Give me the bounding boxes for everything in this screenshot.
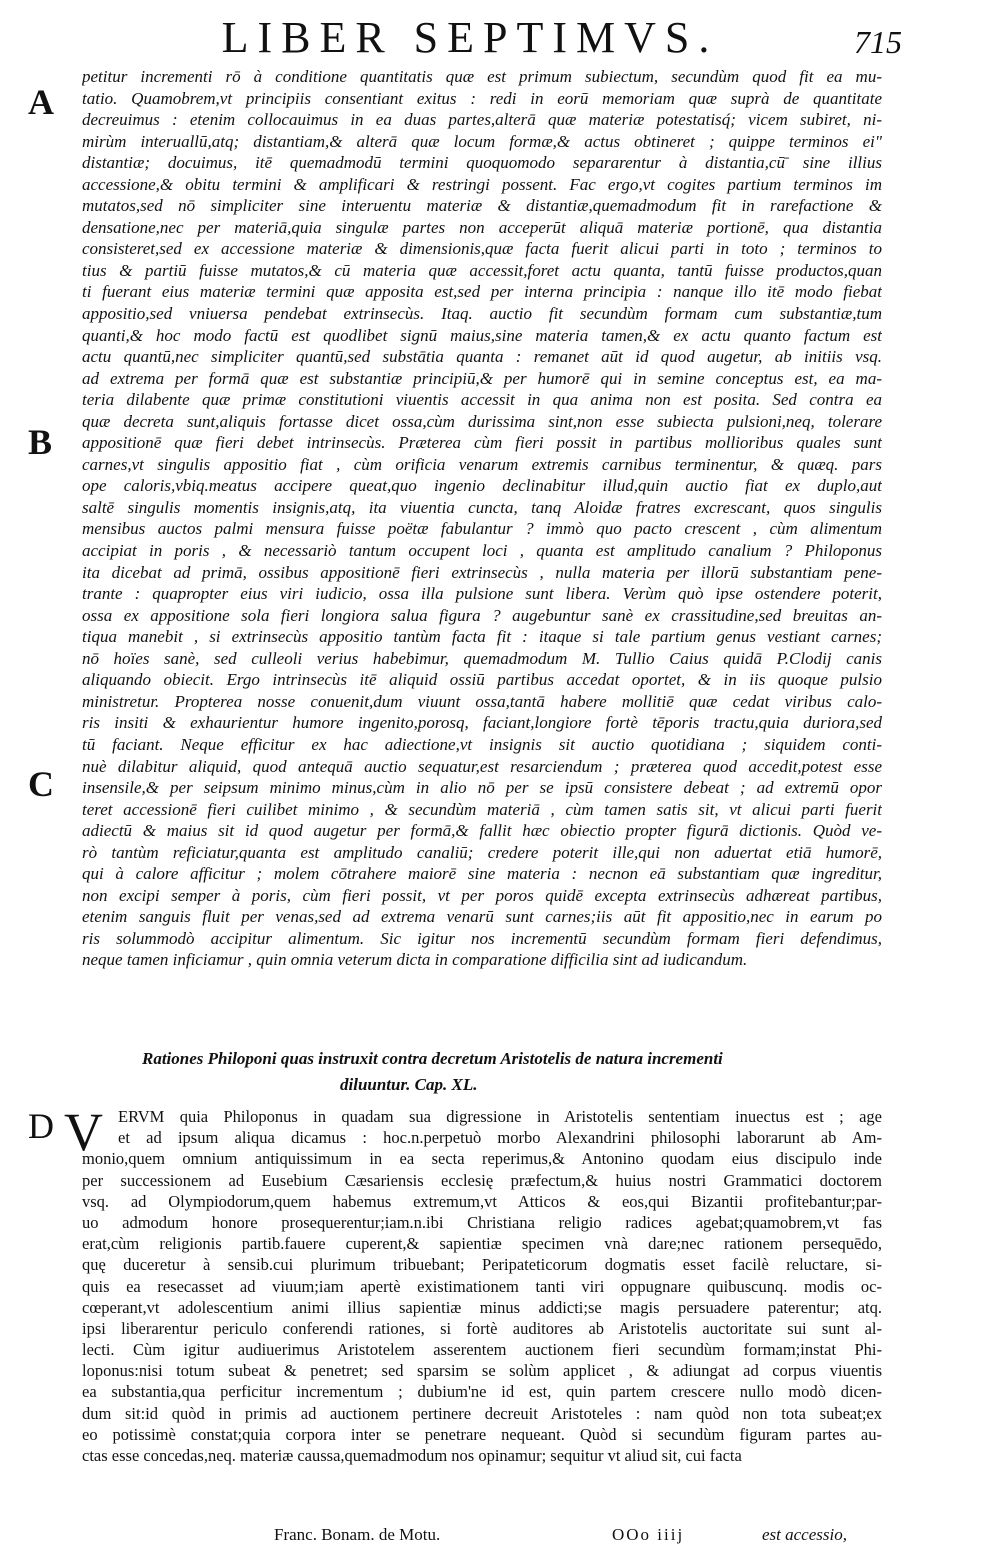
text-line: loponus:nisi totum subeat & penetret; sed sparsim se solùm applicet , & adiungat ad corpus viuentis: [82, 1361, 882, 1381]
text-line: non excipi semper à poris, cùm fieri possit, vt per poros quidē excepta extrinsecùs adhæreat partibus,: [82, 885, 882, 905]
text-line: dum sit:id quòd in primis ad auctionem pertinere decreuit Aristoteles : nam quòd non tota subeat;ex: [82, 1403, 882, 1423]
chapter-heading-line-1: Rationes Philoponi quas instruxit contra decretum Aristotelis de natura incrementi: [142, 1049, 723, 1068]
text-line: accipiat in poris , & necessariò tantum occupent loci , quanta est amplitudo canalium ? Philoponus: [82, 541, 882, 561]
text-line: ita dicebat ad primā, ossibus appositionē fieri extrinsecùs , nulla materia per illorū substantiam pene-: [82, 562, 882, 582]
text-line: uo admodum honore prosequerentur;iam.n.ibi Christiana religio radices agebat;quamobrem,vt fas: [82, 1212, 882, 1232]
text-line: teria dilabente quæ primæ constitutioni viuentis accessit in qua anima non est posita. Sed contra ea: [82, 390, 882, 410]
text-line: ministretur. Propterea nosse conuenit,dum viuunt ossa,tantā habere mollitiē quæ cedat viribus calo-: [82, 691, 882, 711]
text-line: quis ea resecasset ad viuum;iam apertè existimationem tanti viri oppugnare quibuscunq. modis oc-: [82, 1276, 882, 1296]
text-line: quanti,& hoc modo factū est quodlibet signū maius,sine materia tamen,& ex actu quanto factum est: [82, 325, 882, 345]
text-line: nuè dilabitur aliquid, quod antequā auctio sequatur,est resarciendum ; præterea quod accedit,potest esse: [82, 756, 882, 776]
paragraph-2: [82, 1106, 882, 1466]
text-line: tius & partiū fuisse mutatos,& cū materia quæ accessit,foret actu quanta, tantū fuisse productos,quan: [82, 260, 882, 280]
text-line: tū faciant. Neque efficitur ex hac adiectione,vt insignis sit auctio quotidiana ; siquidem conti-: [82, 734, 882, 754]
text-line: insensile,& per seipsum minimo minus,cùm in alio nō per se ipsū consistere debeat ; ad extremū opor: [82, 778, 882, 798]
text-line: ris insiti & exhaurientur humore ingenito,porosq, faciant,longiore fortè tēporis tractu,quia duriora,sed: [82, 713, 882, 733]
margin-marker-a: A: [28, 82, 54, 122]
text-line: etenim sanguis fluit per venas,sed ad extrema venarū sunt carnes;iis aūt fit appositio,nec in earum po: [82, 907, 882, 927]
text-line: quæ decreta sunt,aliquis fortasse dicet ossa,cùm durissima sint,non esse subiecta pulsioni,neq, tolerare: [82, 411, 882, 431]
signature-mark: OOo iiij: [612, 1525, 685, 1544]
margin-marker-d: D: [28, 1106, 54, 1146]
text-line: aliquando obiecit. Ergo intrinsecùs itē aliquid ossiū partibus accedat oportet, & in iis quoque pulsio: [82, 670, 882, 690]
text-line: accessione,& obitu termini & amplificari & restringi possent. Fac ergo,vt cogites partium terminos im: [82, 174, 882, 194]
text-line: ris solummodò accipitur alimentum. Sic igitur nos incrementū secundùm formam fieri defendimus,: [82, 928, 882, 948]
text-line: actu quantū,nec simpliciter quantū,sed substātia quanta : remanet aūt id quod augetur, ab initiis vsq.: [82, 347, 882, 367]
text-line: et ad ipsum aliqua dicamus : hoc.n.perpetuò morbo Alexandrini philosophi laborarunt ab Am-: [118, 1128, 882, 1148]
text-line: ad extrema per formā quæ est substantiæ principiū,& per humorē qui in semine conceptus est, ea ma-: [82, 368, 882, 388]
text-line: trante : quapropter eius viri iudicio, ossa illa pulsione sunt libera. Verùm quò ipse ostendere poterit,: [82, 584, 882, 604]
text-line: cœperant,vt adolescentium animi illius sapientiæ minus addicti;se magis persuadere paterentur; atq.: [82, 1297, 882, 1317]
text-line: ossa ex appositione sola fieri longiora salua figura ? augebuntur sanè ex crassitudine,sed breuitas an-: [82, 605, 882, 625]
text-line: nō hoïes sanè, sed culleoli verius habebimur, quemadmodum M. Tullio Caius quidā P.Clodij canis: [82, 648, 882, 668]
signature-text: Franc. Bonam. de Motu.: [274, 1525, 441, 1544]
drop-cap-letter: V: [64, 1102, 103, 1162]
text-line: vsq. ad Olympiodorum,quem habemus extremum,vt Atticos & eos,qui Bizantii profitebantur;par-: [82, 1191, 882, 1211]
chapter-heading-line-2: diluuntur. Cap. XL.: [340, 1075, 478, 1094]
text-line: ERVM quia Philoponus in quadam sua digressione in Aristotelis sententiam inuectus est ; age: [118, 1107, 882, 1126]
running-title: LIBER SEPTIMVS.: [221, 13, 719, 62]
text-line: mensibus auctos palmi mensura fuisse poëtæ fabulantur ? immò quo pacto crescent , cùm alimentum: [82, 519, 882, 539]
paragraph-1: [82, 66, 882, 971]
text-line: eo potissimè constat;quia corpora inter se penetrare nequeant. Quòd si secundùm figuram partes au-: [82, 1424, 882, 1444]
text-line: tatio. Quamobrem,vt principiis consentiant exitus : redi in eorū memoriam quæ suprà de quantitate: [82, 88, 882, 108]
text-line: per successionem ad Eusebium Cæsariensis ecclesię præfectum,& huius nostri Grammatici doctorem: [82, 1170, 882, 1190]
text-line: mutatos,sed nō simpliciter sine interuentu materiæ & distantiæ,quemadmodum fit in rarefactione &: [82, 196, 882, 216]
page-number: 715: [854, 24, 902, 60]
text-line: ea substantia,qua perficitur incrementum ; dubium'ne id est, quin partem crescere nullo modò dicen-: [82, 1382, 882, 1402]
text-line: neque tamen inficiamur , quin omnia veterum dicta in comparatione difficilia sint ad iudicandum.: [82, 950, 748, 970]
text-line: monio,quem omnium antiquissimum in ea secta reperimus,& Antonino quodam eius discipulo inde: [82, 1149, 882, 1169]
margin-marker-c: C: [28, 764, 54, 804]
text-line: consisteret,sed ex accessione materiæ & dimensionis,quæ facta fuerit alicui parti in toto ; terminos to: [82, 239, 882, 259]
text-line: teret accessionē fieri cuilibet minimo , & secundùm materiā , cùm tamen satis sit, vt alicui parti fuerit: [82, 799, 882, 819]
page-footer: [0, 1520, 1000, 1550]
text-line: quę duceretur à sensib.cui plurimum tribuebant; Peripateticorum dogmatis esset facilè reluctare, si-: [82, 1255, 882, 1275]
text-line: decreuimus : etenim collocauimus in ea duas partes,alterā quæ materiæ potestatisq́; vicem subiret, ni-: [82, 110, 882, 130]
text-line: ctas esse concedas,neq. materiæ caussa,quemadmodum nos opinamur; sequitur vt aliud sit, cui facta: [82, 1446, 742, 1465]
text-line: appositionē quæ fieri debet intrinsecùs. Præterea cùm fieri possit in partibus mollioribus quales sunt: [82, 433, 882, 453]
text-line: densatione,nec per materiā,quia singulæ partes non acceperūt aliquā materiæ portionē, qua distantia: [82, 217, 882, 237]
text-line: qui à calore afficitur ; molem cōtrahere maiorē sine materia : necnon eā substantiam quæ ingreditur,: [82, 864, 882, 884]
margin-marker-b: B: [28, 422, 53, 462]
text-line: ti fuerant eius materiæ termini quæ apposita est,sed per interna principia : nanque illo itē modo fiebat: [82, 282, 882, 302]
text-line: appositio,sed vniuersa pendebat extrinsecùs. Itaq. auctio fit secundùm formam cum substantiæ,tum: [82, 304, 882, 324]
text-line: ipsi liberarentur periculo conferendi rationes, si fortè auditores ab Aristotelis auctoritate sui sunt al-: [82, 1318, 882, 1338]
text-line: petitur incrementi rō à conditione quantitatis quæ est primum subiectum, secundùm quod fit ea mu-: [82, 67, 882, 86]
text-line: distantiæ; docuimus, itē quemadmodū termini quoquomodo separarentur à distantia,cū̄ sine illius: [82, 153, 882, 173]
catchword: est accessio,: [762, 1525, 847, 1544]
text-line: carnes,vt singulis appositio fiat , cùm orificia venarum extremis carnibus terminentur, & quæq. pars: [82, 454, 882, 474]
text-line: mirùm interuallū,atq; distantiam,& alterā quæ locum formæ,& actus obtineret ; quippe terminos ei": [82, 131, 882, 151]
text-line: rò tantùm reficiatur,quanta est amplitudo canaliū; credere poterit ille,qui non aduertat etiā humorē,: [82, 842, 882, 862]
text-line: adiectū & maius sit id quod augetur per formā,& fallit hæc obiectio propter figurā dictionis. Quòd ve-: [82, 821, 882, 841]
text-line: ope caloris,vbiq.meatus accipere queat,quo ingenio declinabitur illud,quin auctio fiat ex duplo,aut: [82, 476, 882, 496]
text-line: erat,cùm religionis partib.fauere cuperent,& sapientiæ specimen vnà dare;nec rationem persequēdo,: [82, 1234, 882, 1254]
text-line: saltē singulis momentis insignis,atq, ita viuentia cuncta, tanq Aloidæ fratres excrescant, quos singulis: [82, 497, 882, 517]
chapter-heading: [142, 1046, 822, 1098]
text-line: lecti. Cùm igitur audiuerimus Aristotelem asserentem auctionem fieri secundùm formam;instat Phi-: [82, 1340, 882, 1360]
text-line: tiqua manebit , si extrinsecùs appositio tantùm facta fit : itaque si tale partium genus vestiant carnes;: [82, 627, 882, 647]
